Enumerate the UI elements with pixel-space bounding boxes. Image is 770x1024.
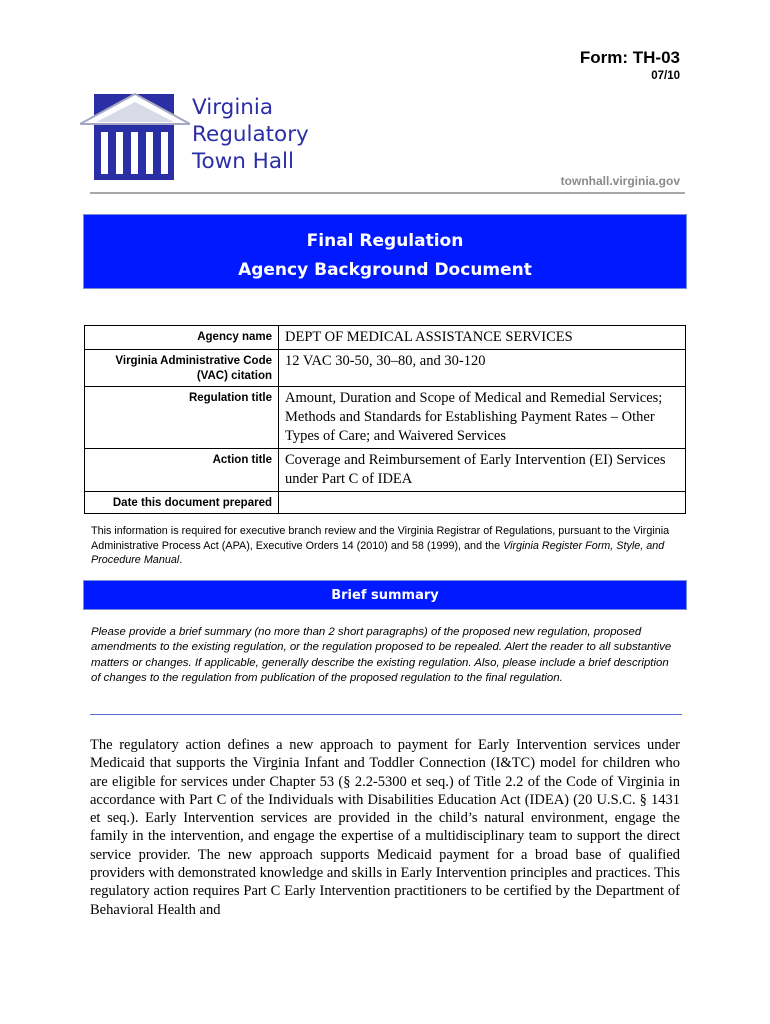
action-title-value: Coverage and Reimbursement of Early Intervention (EI) Services under Part C of IDEA — [279, 449, 686, 492]
vac-citation-label — [85, 350, 279, 387]
table-row — [85, 387, 686, 449]
table-row — [85, 350, 686, 387]
vac-citation-value: 12 VAC 30-50, 30–80, and 30-120 — [279, 350, 686, 387]
note-text: This information is required for executive branch review and the Virginia Registrar of Regulations, pursuant to the Virginia Administrative Process Act (APA), Executive Orders 14 (2010) and 58 (1999), and the — [91, 525, 670, 552]
form-id-block — [580, 48, 680, 84]
agency-name-label: Agency name — [85, 326, 279, 350]
vac-label-line-2: (VAC) citation — [196, 370, 272, 382]
site-url: townhall.virginia.gov — [560, 174, 680, 188]
town-hall-logo-icon — [80, 92, 190, 180]
logo-text — [192, 94, 309, 175]
agency-name-value: DEPT OF MEDICAL ASSISTANCE SERVICES — [279, 326, 686, 350]
vac-label-line-1: Virginia Administrative Code — [115, 355, 272, 367]
note-end: . — [179, 554, 183, 566]
date-prepared-label: Date this document prepared — [85, 492, 279, 514]
table-row — [85, 449, 686, 492]
logo-line-2: Regulatory — [192, 122, 309, 147]
date-prepared-value — [279, 492, 686, 514]
regulation-title-label: Regulation title — [85, 387, 279, 449]
header-divider — [90, 192, 685, 194]
form-number: Form: TH-03 — [579, 48, 680, 67]
table-row — [85, 492, 686, 514]
brief-summary-heading: Brief summary — [83, 580, 687, 610]
regulation-title-value: Amount, Duration and Scope of Medical and Remedial Services; Methods and Standards for Establishing Payment Rates – Other Types of Care; and Waivered Services — [279, 387, 686, 449]
summary-body: The regulatory action defines a new approach to payment for Early Intervention services under Medicaid that supports the Virginia Infant and Toddler Connection (I&TC) model for children who are eligible for services under Chapter 53 (§ 2.2-5300 et seq.) of Title 2.2 of the Code of Virginia in accordance with Part C of the Individuals with Disabilities Education Act (IDEA) (20 U.S.C. § 1431 et seq.). Early Intervention services are provided in the child’s natural environment, engage the family in the intervention, and engage the expertise of a multidisciplinary team to support the direct service provider. The new approach supports Medicaid payment for a broad base of qualified providers with demonstrated knowledge and skills in Early Intervention principles and practices. This regulatory action requires Part C Early Intervention practitioners to be certified by the Department of Behavioral Health and — [90, 737, 680, 918]
action-title-label: Action title — [85, 449, 279, 492]
summary-instructions: Please provide a brief summary (no more than 2 short paragraphs) of the proposed new regulation, proposed amendments to the existing regulation, or the regulation proposed to be repealed. Alert the reader to all substantive matters or changes. If applicable, generally describe the existing regulation. Also, please include a brief description of changes to the regulation from publication of the proposed regulation to the final regulation. — [91, 626, 672, 684]
note-italic: Virginia Register Form, Style, and Procedure Manual — [91, 539, 665, 566]
document-subtitle: Agency Background Document — [238, 260, 532, 280]
logo-line-1: Virginia — [192, 95, 274, 120]
table-row — [85, 326, 686, 350]
form-date: 07/10 — [651, 70, 680, 82]
document-title-banner — [83, 214, 687, 289]
authority-note — [91, 524, 691, 568]
instructions-divider — [90, 714, 682, 715]
logo-line-3: Town Hall — [192, 149, 294, 174]
regulation-info-table — [84, 325, 686, 514]
document-title: Final Regulation — [306, 231, 464, 251]
